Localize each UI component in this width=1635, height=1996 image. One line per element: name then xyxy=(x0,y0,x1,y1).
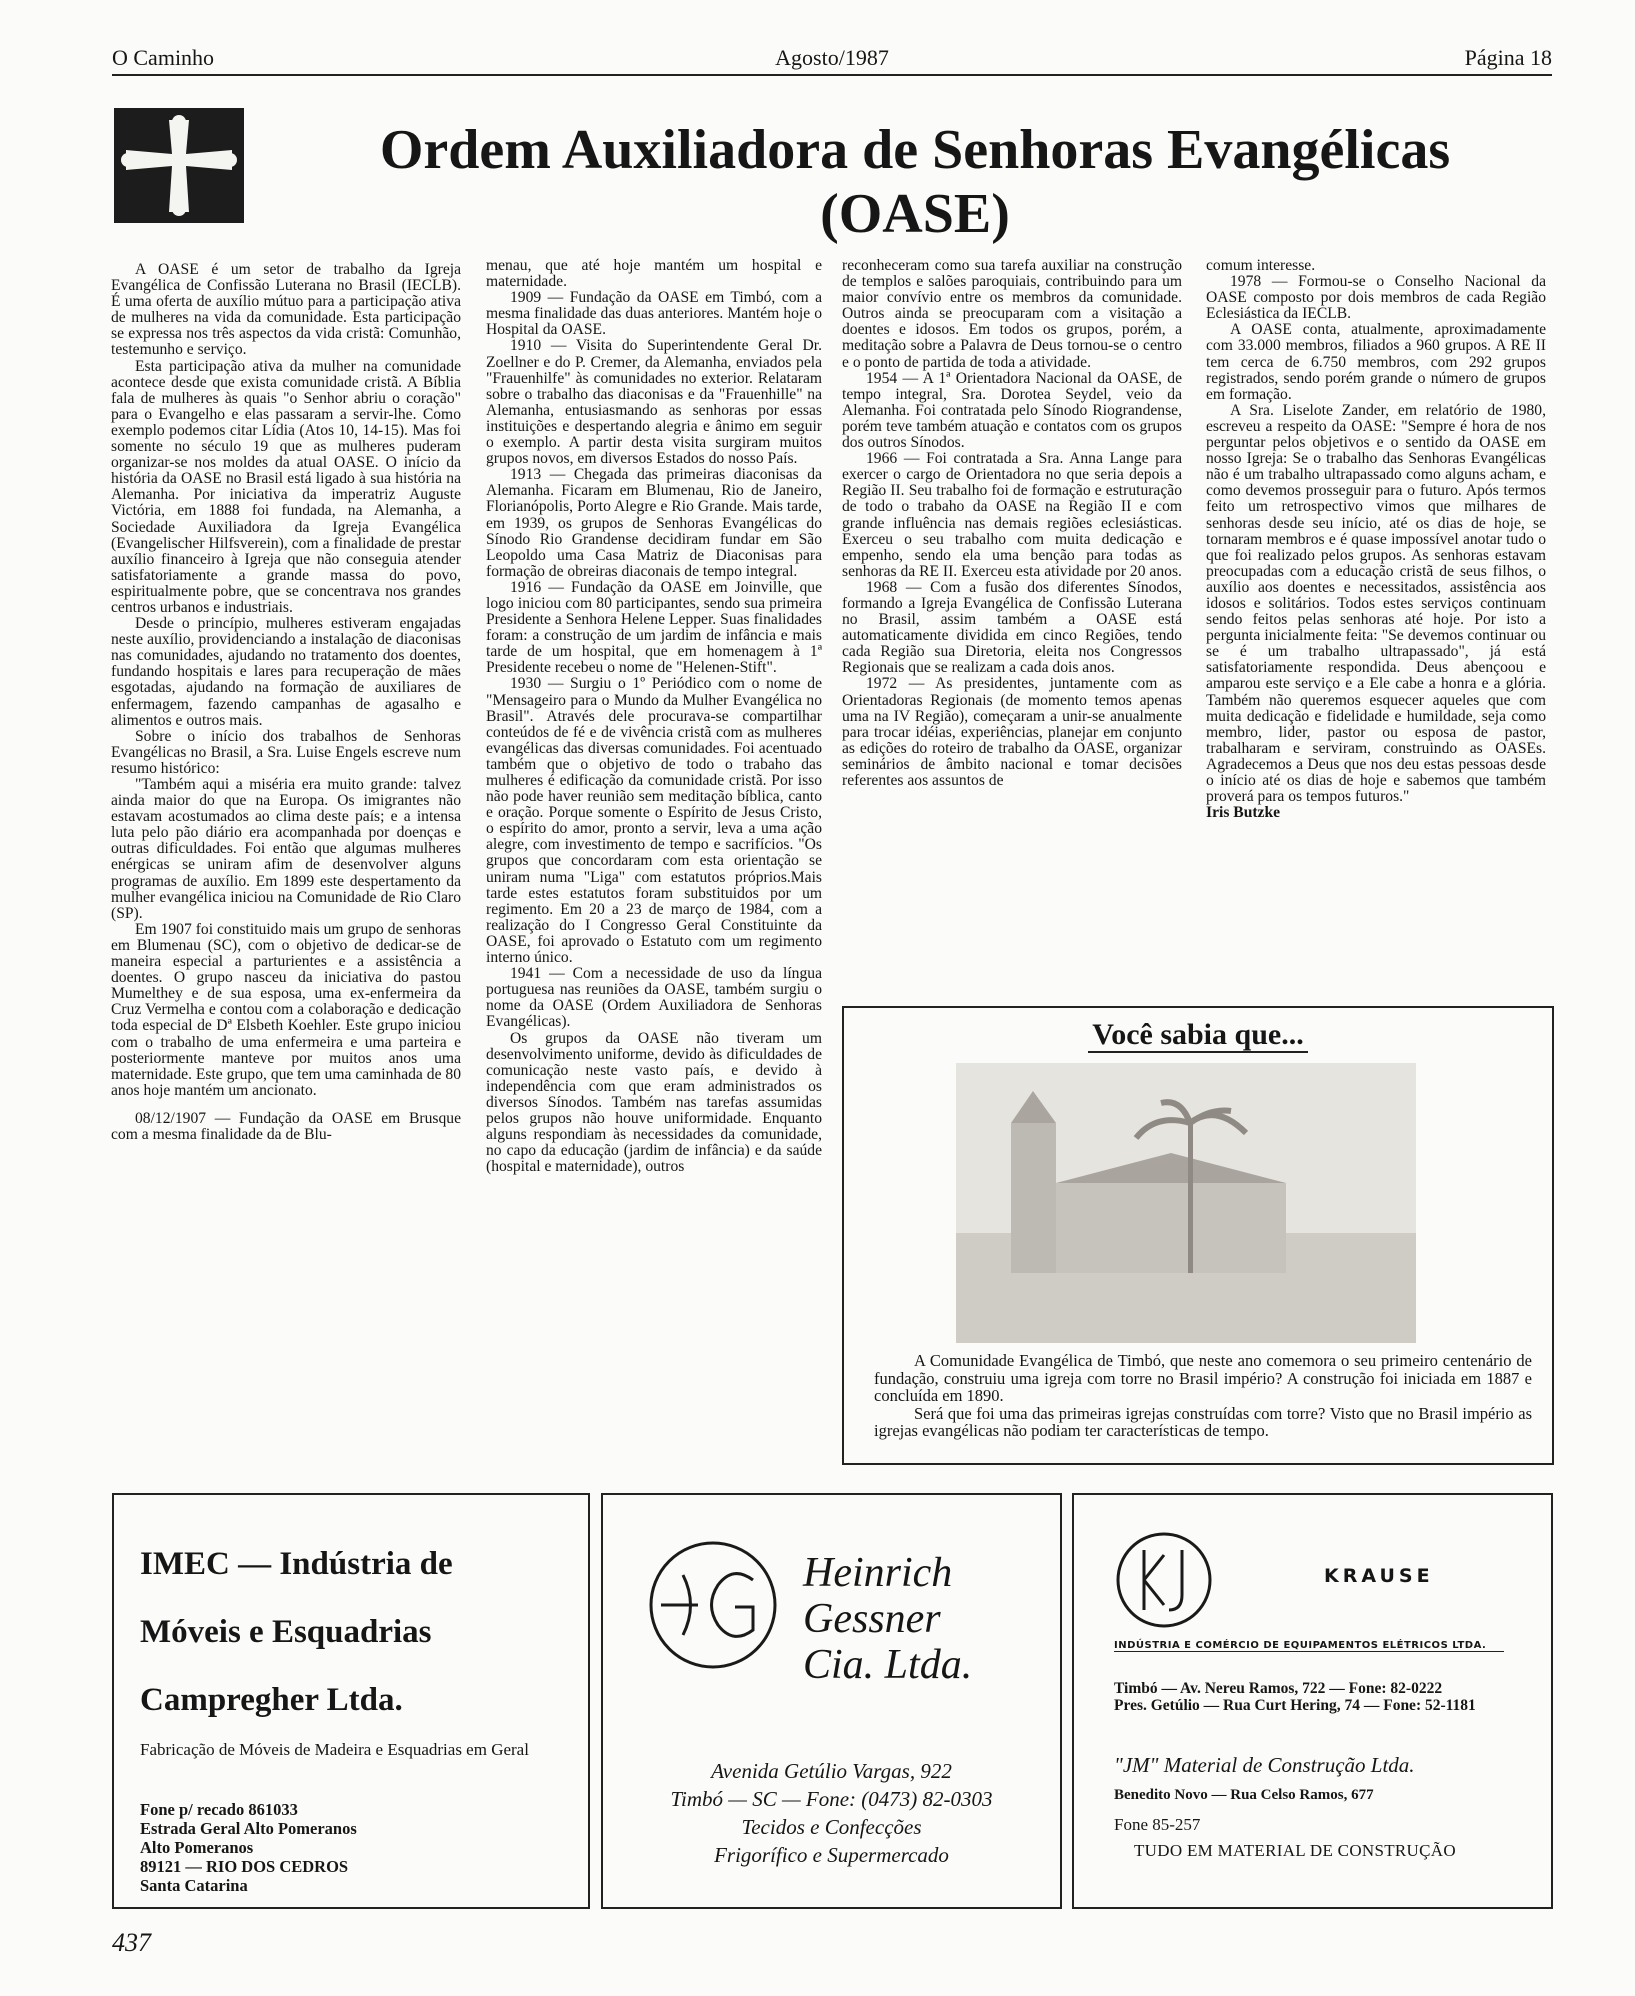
paragraph: 08/12/1907 — Fundação da OASE em Brusque com a mesma finalidade da de Blu- xyxy=(111,1109,461,1143)
photo-caption: A Comunidade Evangélica de Timbó, que neste ano comemora o seu primeiro centenário de fundação, construiu uma igreja com torre no Brasil império? A construção foi iniciada em 1887 e concluída em 1890. Será que foi uma das primeiras igrejas construídas com torre? Visto que no Brasil império as igrejas evangélicas não podiam ter características de tempo. xyxy=(874,1351,1532,1440)
kj-logo-icon xyxy=(1114,1525,1214,1635)
paragraph: A Sra. Liselote Zander, em relatório de 1980, escreveu a respeito da OASE: "Sempre é hora de nos perguntar pelos objetivos e o sentido da OASE em nosso Igreja: Se o trabalho das Senhoras Evangélicas não é um trabalho ultrapassado como alguns acham, e como devemos prosseguir para o futuro. Após termos feito um retrospectivo vimos que milhares de senhoras desde seu início, até os dias de hoje, se tornaram membros e é quase impossível anotar tudo o que foi realizado pelos grupos. As senhoras estavam preocupadas com a educação cristã de seus filhos, o auxílio aos doentes e necessitados, assistência aos idosos e solitários. Todos estes serviços continuam sendo feitos pelas senhoras até hoje. Por isto a pergunta inicialmente feita: "Se devemos continuar ou se é um trabalho ultrapassado", já está satisfatoriamente respondida. Deus abençoou e amparou este serviço e a Ele cabe a honra e a glória. Também não queremos esquecer aqueles que com muita dedicação e fidelidade e humildade, seja como membro, lider, pastor ou esposa de pastor, trabalharam e serviram, construindo as OASEs. Agradecemos a Deus que nos deu estas pessoas desde o início até os dias de hoje e sabemos que também proverá para os tempos futuros." xyxy=(1206,401,1546,806)
article-column-3 xyxy=(842,258,1182,789)
paragraph: 1954 — A 1ª Orientadora Nacional da OASE, de tempo integral, Sra. Dorotea Seydel, veio da Alemanha. Foi contratada pelo Sínodo Riograndense, porém teve também atuação e contatos com os grupos dos outros Sínodos. xyxy=(842,369,1182,452)
imec-description: Fabricação de Móveis de Madeira e Esquadrias em Geral xyxy=(140,1740,529,1759)
church-photo xyxy=(956,1063,1416,1343)
paragraph: A OASE é um setor de trabalho da Igreja Evangélica de Confissão Luterana no Brasil (IECLB). É uma oferta de auxílio mútuo para a participação ativa de mulheres na vida da comunidade. Esta participação se expressa nos três aspectos da vida cristã: Comunhão, testemunho e serviço. xyxy=(111,261,461,359)
paragraph: 1972 — As presidentes, juntamente com as Orientadoras Regionais (de momento temos apenas uma na IV Região), começaram a unir-se anualmente para trocar idéias, experiências, planejar em conjunto as edições do roteiro de trabalho da OASE, organizar seminários de âmbito nacional e tomar decisões referentes aos assuntos de xyxy=(842,675,1182,789)
article-title xyxy=(290,118,1540,246)
krause-addresses: Timbó — Av. Nereu Ramos, 722 — Fone: 82-0222 Pres. Getúlio — Rua Curt Hering, 74 — Fone: 52-1181 xyxy=(1114,1680,1476,1714)
issue-date: Agosto/1987 xyxy=(775,45,889,70)
paragraph: A OASE conta, atualmente, aproximadamente com 33.000 membros, filiados a 960 grupos. A RE II tem cerca de 6.750 membros, com 292 grupos registrados, sendo porém grande o número de grupos em formação. xyxy=(1206,321,1546,403)
cross-icon xyxy=(114,108,244,223)
paragraph: 1909 — Fundação da OASE em Timbó, com a mesma finalidade das duas anteriores. Mantém hoje o Hospital da OASE. xyxy=(486,289,822,339)
box-title: Você sabia que... xyxy=(844,1018,1552,1052)
krause-brand: KRAUSE xyxy=(1324,1565,1434,1587)
jm-tagline: TUDO EM MATERIAL DE CONSTRUÇÃO xyxy=(1134,1841,1456,1860)
article-column-4 xyxy=(1206,258,1546,821)
article-column-2 xyxy=(486,258,822,1175)
jm-address: Benedito Novo — Rua Celso Ramos, 677 xyxy=(1114,1787,1374,1803)
hg-logo-icon xyxy=(643,1535,783,1675)
page-label: Página 18 xyxy=(1464,45,1552,70)
paragraph: Sobre o início dos trabalhos de Senhoras Evangélicas no Brasil, a Sra. Luise Engels escreve num resumo histórico: xyxy=(111,727,461,777)
paragraph: 1966 — Foi contratada a Sra. Anna Lange para exercer o cargo de Orientadora no que seria depois a Região II. Seu trabalho foi de formação e estruturação de todo o trabaho da OASE na Região II e com grande influência nas demais regiões eclesiásticas. Exerceu o seu trabalho com muita dedicação e empenho, sendo ela uma benção para todas as senhoras da RE II. Exerceu esta atividade por 20 anos. xyxy=(842,450,1182,580)
gessner-address: Avenida Getúlio Vargas, 922 Timbó — SC — Fone: (0473) 82-0303 Tecidos e Confecções Frigorífico e Supermercado xyxy=(670,1759,993,1867)
paragraph: 1913 — Chegada das primeiras diaconisas da Alemanha. Ficaram em Blumenau, Rio de Janeiro, Florianópolis, Porto Alegre e Rio Grande. Mais tarde, em 1939, os grupos de Senhoras Evangélicas do Sínodo Rio Grandense decidiram fundar em São Leopoldo uma Casa Matriz de Diaconisas para formação de obreiras diaconais de tempo integral. xyxy=(486,466,822,580)
paragraph: comum interesse. xyxy=(1206,257,1316,274)
imec-contact: Fone p/ recado 861033 Estrada Geral Alto Pomeranos Alto Pomeranos 89121 — RIO DOS CEDROS Santa Catarina xyxy=(140,1800,357,1895)
paragraph: Desde o princípio, mulheres estiveram engajadas neste auxílio, providenciando a instalação de diaconisas nas comunidades, ajudando no tratamento dos doentes, fundando hospitais e lares para recuperação de mães esgotadas, ajudando na formação de auxiliares de enfermagem, fazendo campanhas de agasalho e alimentos e outros mais. xyxy=(111,615,461,729)
paragraph: 1941 — Com a necessidade de uso da língua portuguesa nas reuniões da OASE, também surgiu o nome da OASE (Ordem Auxiliadora de Senhoras Evangélicas). xyxy=(486,965,822,1031)
ad-imec xyxy=(112,1493,590,1909)
author-signature: Iris Butzke xyxy=(1206,804,1281,822)
paragraph: 1978 — Formou-se o Conselho Nacional da OASE composto por dois membros de cada Região Eclesiástica da IECLB. xyxy=(1206,273,1546,323)
paragraph: Esta participação ativa da mulher na comunidade acontece desde que exista comunidade cristã. A Bíblia fala de mulheres às quais "o Senhor abriu o coração" para o Evangelho e elas passaram a servir-lhe. Como exemplo podemos citar Lídia (Atos 10, 14-15). Mas foi somente no século 19 que as mulheres puderam organizar-se nos moldes da atual OASE. O início da história da OASE no Brasil está ligado à sua história na Alemanha. Por iniciativa da imperatriz Auguste Victória, em 1888 foi fundada, na Alemanha, a Sociedade Auxiliadora da Igreja Evangélica (Evangelischer Hilfsverein), com a finalidade de prestar auxílio financeiro à Igreja que não conseguia atender satisfatoriamente a grande massa do povo, espiritualmente pobre, que se concentrava nos grandes centros urbanos e industriais. xyxy=(111,357,461,616)
page-number: 437 xyxy=(112,1928,151,1957)
paragraph: menau, que até hoje mantém um hospital e maternidade. xyxy=(486,257,822,291)
paragraph: 1916 — Fundação da OASE em Joinville, que logo iniciou com 80 participantes, sendo sua primeira Presidente a Senhora Helene Lepper. Suas finalidades foram: a construção de um jardim de infância e mais tarde de um hospital, que em homenagem à 1ª Presidente recebeu o nome de "Helenen-Stift". xyxy=(486,578,822,677)
article-column-1 xyxy=(111,262,461,1143)
jm-company-name: "JM" Material de Construção Ltda. xyxy=(1114,1753,1415,1777)
ad-gessner xyxy=(601,1493,1062,1909)
jm-phone: Fone 85-257 xyxy=(1114,1815,1201,1834)
gessner-company-name: Heinrich Gessner Cia. Ltda. xyxy=(803,1550,973,1688)
paragraph: reconheceram como sua tarefa auxiliar na construção de templos e salões paroquiais, contribuindo para um maior convívio entre os membros da comunidade. Outros ainda se preocuparam com a visitação a doentes e idosos. Em todos os grupos, porém, a meditação sobre a Palavra de Deus tornou-se o centro e o ponto de partida de toda a atividade. xyxy=(842,257,1182,371)
imec-company-name: IMEC — Indústria de Móveis e Esquadrias Campregher Ltda. xyxy=(140,1546,453,1718)
krause-subtitle: INDÚSTRIA E COMÉRCIO DE EQUIPAMENTOS ELÉTRICOS LTDA. xyxy=(1114,1640,1504,1652)
publication-name: O Caminho xyxy=(112,45,215,70)
paragraph: 1910 — Visita do Superintendente Geral Dr. Zoellner e do P. Cremer, da Alemanha, enviados pela "Frauenhilfe" às comunidades no exterior. Relataram sobre o trabalho das diaconisas e da "Frauenhille" na Alemanha, entusiasmando as senhoras por essas instituições e despertando alegria e ânimo em seguir o exemplo. A partir desta visita surgiram muitos grupos novos, em diversos Estados do nosso País. xyxy=(486,337,822,468)
paragraph: 1968 — Com a fusão dos diferentes Sínodos, formando a Igreja Evangélica de Confissão Luterana no Brasil, assim também a OASE está automaticamente dividida em cinco Regiões, tendo cada Região sua Diretoria, eleita nos Congressos Regionais que se realizam a cada dois anos. xyxy=(842,578,1182,677)
title-line-1: Ordem Auxiliadora de Senhoras Evangélicas xyxy=(379,119,1451,181)
paragraph: 1930 — Surgiu o 1º Periódico com o nome de "Mensageiro para o Mundo da Mulher Evangélica no Brasil". Através dele procurava-se compartilhar conteúdos de fé e de vivência cristã com as mulheres evangélicas das diversas comunidades. Foi acentuado também que o objetivo de todo o trabaho das mulheres é edificação da comunidade cristã. Por isso não pode haver reunião sem meditação bíblica, canto e oração. Porque somente o Espírito de Jesus Cristo, o espírito do amor, pronto a servir, leva a uma ação alegre, com investimento de tempo e sacrifícios. "Os grupos que concordaram com esta orientação se uniram numa "Liga" com estatutos próprios.Mais tarde estes estatutos foram substituidos por um regimento. Em 20 a 23 de março de 1984, com a realização do I Congresso Geral Constituinte da OASE, foi aprovado o Estatuto com um regimento interno único. xyxy=(486,675,822,967)
paragraph: "Também aqui a miséria era muito grande: talvez ainda maior do que na Europa. Os imigrantes não estavam acostumados ao clima deste país; e a intensa luta pelo pão diário era acompanhada por doenças e outras dificuldades. Foi então que algumas mulheres enérgicas se uniram afim de desenvolver alguns programas de auxílio. Em 1899 este despertamento da mulher evangélica iniciou na Comunidade de Rio Claro (SP). xyxy=(111,776,461,922)
did-you-know-box xyxy=(842,1006,1554,1465)
ad-krause xyxy=(1072,1493,1553,1909)
title-line-2: (OASE) xyxy=(820,183,1010,245)
paragraph: Os grupos da OASE não tiveram um desenvolvimento uniforme, devido às dificuldades de comunicação neste vasto país, e devido à independência com que eram administrados os diversos Sínodos. Também nas tarefas assumidas pelos grupos não houve uniformidade. Enquanto alguns respondiam às necessidades da comunidade, no capo da educação (jardim de infância) e da saúde (hospital e maternidade), outros xyxy=(486,1029,822,1176)
page-header xyxy=(112,40,1552,76)
paragraph: Em 1907 foi constituido mais um grupo de senhoras em Blumenau (SC), com o objetivo de dedicar-se de maneira especial a parturientes e a assistência a doentes. O grupo nasceu da iniciativa do pastou Mumelthey e de sua esposa, uma ex-enfermeira da Cruz Vermelha e contou com a colaboração e dedicação toda especial de Dª Elsbeth Koehler. Este grupo iniciou com o trabalho de uma enfermeira e uma parteira e posteriormente manteve por muitos anos uma maternidade. Este grupo, que tem uma caminhada de 80 anos hoje mantém um ancionato. xyxy=(111,920,461,1099)
